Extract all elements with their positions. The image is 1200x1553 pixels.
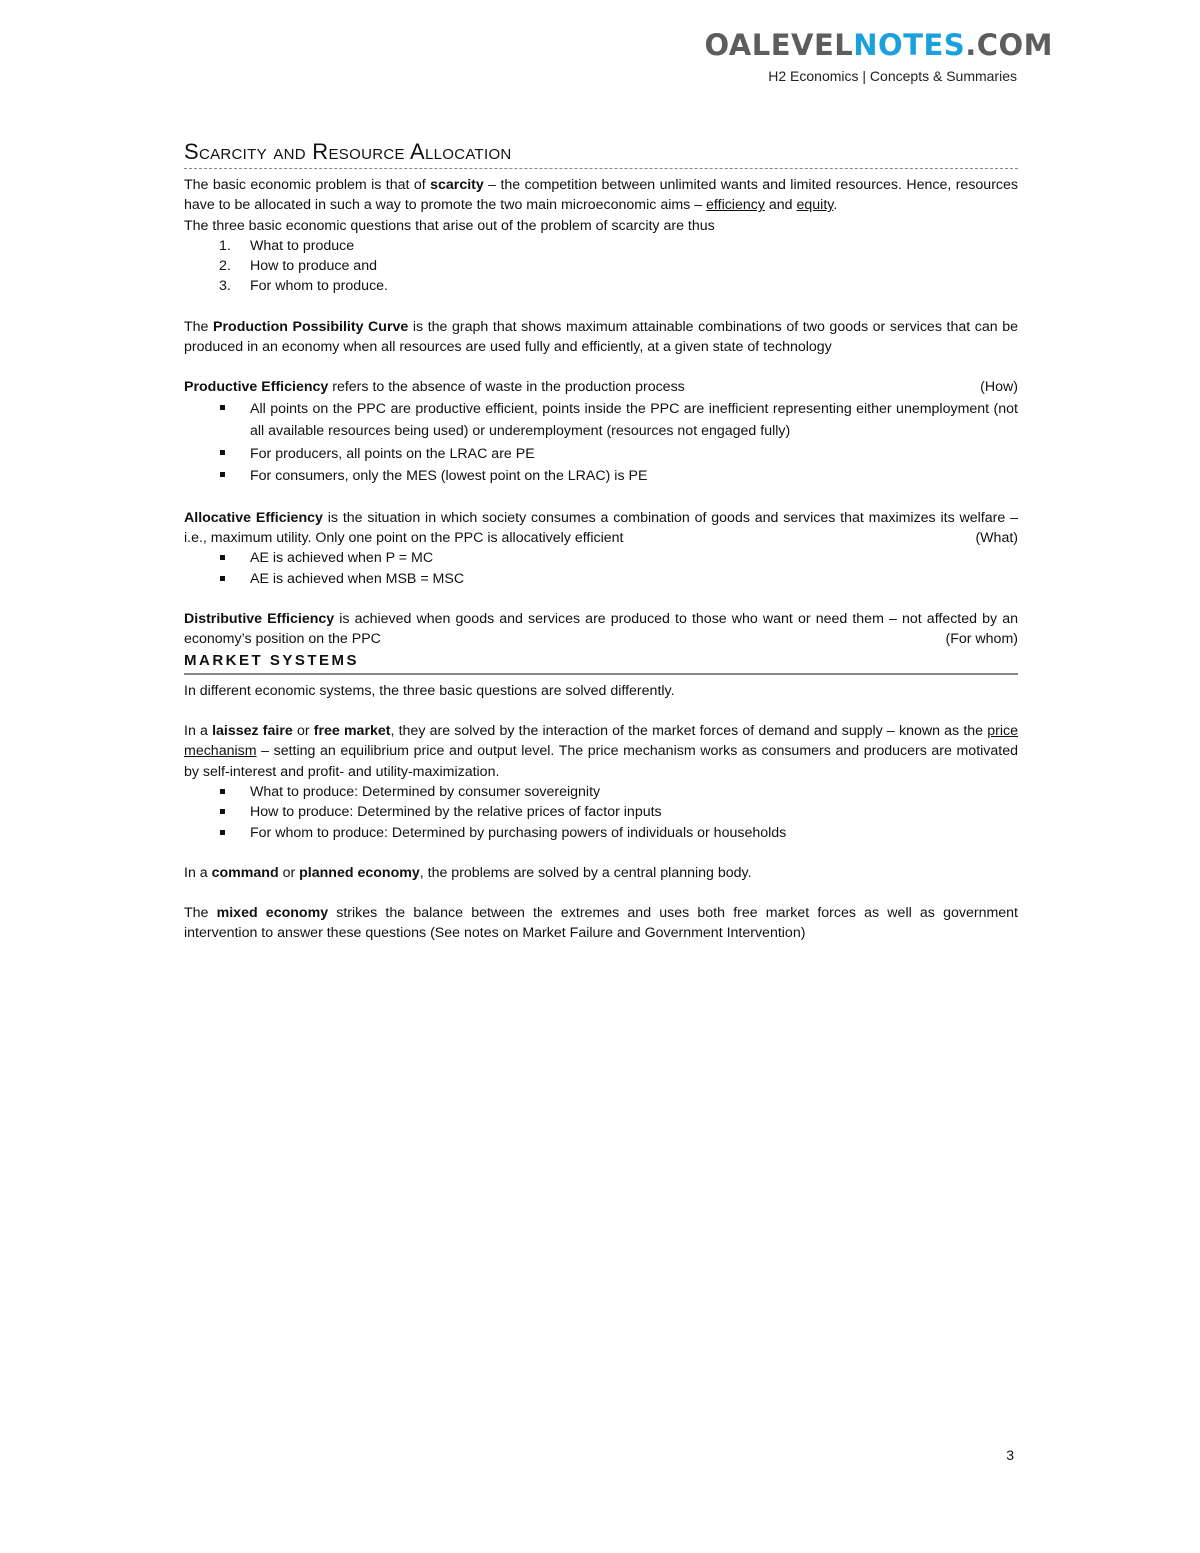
mixed-economy-paragraph	[184, 903, 1018, 944]
bullet-square-icon	[220, 809, 225, 814]
term-command: command	[211, 864, 279, 881]
term-allocative-efficiency: Allocative Efficiency	[184, 509, 323, 526]
list-item	[184, 256, 1018, 276]
list-text: For consumers, only the MES (lowest point on the LRAC) is PE	[250, 468, 648, 485]
text-span: The	[184, 318, 214, 335]
questions-list	[184, 236, 1018, 297]
list-number: 2.	[219, 258, 231, 275]
site-logo	[704, 28, 1053, 62]
text-span: In a	[184, 864, 212, 881]
bullet-square-icon	[220, 472, 225, 477]
pe-paragraph	[184, 377, 1018, 397]
list-number: 3.	[219, 278, 231, 295]
bullet-square-icon	[220, 405, 225, 410]
list-item	[184, 443, 1018, 466]
list-item	[184, 548, 1018, 568]
list-item	[184, 276, 1018, 296]
de-paragraph	[184, 609, 1018, 650]
list-text: How to produce and	[250, 258, 377, 275]
question-tag: (For whom)	[945, 631, 1018, 648]
list-item	[184, 569, 1018, 589]
list-text: AE is achieved when P = MC	[250, 550, 434, 567]
pe-bullets	[184, 398, 1018, 488]
list-text: All points on the PPC are productive efficient, points inside the PPC are inefficient representing either unemployment (not all available resources being used) or underemployment (resources not engaged fully)	[250, 400, 1018, 440]
bullet-square-icon	[220, 450, 225, 455]
page-number: 3	[1006, 1447, 1014, 1463]
question-tag: (How)	[980, 379, 1018, 396]
questions-intro: The three basic economic questions that arise out of the problem of scarcity are thus	[184, 217, 715, 234]
free-market-bullets	[184, 782, 1018, 843]
list-item	[184, 465, 1018, 488]
term-laissez-faire: laissez faire	[212, 723, 293, 740]
list-text: How to produce: Determined by the relative prices of factor inputs	[250, 804, 662, 821]
list-item	[184, 782, 1018, 802]
list-text: AE is achieved when MSB = MSC	[250, 570, 465, 587]
section-title-market-systems: MARKET SYSTEMS	[184, 651, 1018, 674]
text-span: – the competition between unlimited wants and limited resources. Hence, resources have to be allocated in such a way to promote the two main microeconomic aims –	[184, 177, 1018, 214]
text-span: and	[764, 197, 797, 214]
list-text: What to produce	[250, 237, 355, 254]
list-item	[184, 236, 1018, 256]
text-span: , they are solved by the interaction of the market forces of demand and supply – known as the	[390, 723, 988, 740]
term-price-mechanism: price mechanism	[184, 723, 1018, 760]
text-span: is the situation in which society consumes a combination of goods and services that maximizes its welfare – i.e., maximum utility. Only one point on the PPC is allocatively efficient	[184, 509, 1018, 546]
term-distributive-efficiency: Distributive Efficiency	[184, 610, 335, 627]
logo-accent: NOTES	[853, 28, 966, 62]
page-content	[184, 138, 1018, 944]
term-productive-efficiency: Productive Efficiency	[184, 379, 329, 396]
term-ppc: Production Possibility Curve	[213, 318, 409, 335]
text-span: The	[184, 905, 217, 922]
list-text: For whom to produce: Determined by purchasing powers of individuals or households	[250, 824, 787, 841]
text-span: , the problems are solved by a central planning body.	[419, 864, 752, 881]
bullet-square-icon	[220, 555, 225, 560]
text-span: The basic economic problem is that of	[184, 177, 431, 193]
text-span: is the graph that shows maximum attainable combinations of two goods or services that can be produced in an economy when all resources are used fully and efficiently, at a given state of technology	[184, 318, 1019, 356]
ae-paragraph	[184, 508, 1018, 549]
free-market-paragraph	[184, 721, 1018, 782]
text-span: is achieved when goods and services are produced to those who want or need them – not affected by an economy’s position on the PPC	[184, 610, 1018, 648]
logo-end: .COM	[965, 28, 1053, 62]
question-tag: (What)	[975, 529, 1018, 546]
bullet-square-icon	[220, 830, 225, 835]
term-equity: equity	[796, 197, 834, 214]
text-span: refers to the absence of waste in the production process	[328, 379, 685, 396]
term-free-market: free market	[313, 723, 391, 740]
text-span: – setting an equilibrium price and output level. The price mechanism works as consumers and producers are motivated by self-interest and profit- and utility-maximization.	[184, 743, 1018, 780]
ppc-paragraph	[184, 317, 1018, 358]
term-efficiency: efficiency	[706, 197, 765, 214]
text-span: or	[278, 864, 300, 881]
term-scarcity: scarcity	[430, 177, 484, 193]
list-item	[184, 802, 1018, 822]
list-item	[184, 398, 1018, 443]
bullet-square-icon	[220, 576, 225, 581]
scarcity-paragraph	[184, 175, 1018, 216]
text-span: .	[833, 197, 838, 214]
list-text: For whom to produce.	[250, 278, 388, 295]
command-economy-paragraph	[184, 863, 1018, 883]
logo-main: OALEVEL	[704, 28, 854, 62]
term-planned-economy: planned economy	[299, 864, 420, 881]
list-item	[184, 823, 1018, 843]
market-intro: In different economic systems, the three basic questions are solved differently.	[184, 682, 675, 699]
header-subtitle: H2 Economics | Concepts & Summaries	[768, 68, 1017, 84]
list-text: What to produce: Determined by consumer sovereignity	[250, 783, 601, 800]
list-number: 1.	[219, 237, 231, 254]
text-span: or	[292, 723, 314, 740]
text-span: strikes the balance between the extremes and uses both free market forces as well as government intervention to answer these questions (See notes on Market Failure and Government Intervention)	[184, 905, 1018, 942]
section-title-scarcity: Scarcity and Resource Allocation	[184, 138, 1018, 169]
ae-bullets	[184, 548, 1018, 589]
term-mixed-economy: mixed economy	[216, 905, 329, 922]
bullet-square-icon	[220, 789, 225, 794]
list-text: For producers, all points on the LRAC are PE	[250, 445, 535, 462]
text-span: In a	[184, 723, 213, 740]
